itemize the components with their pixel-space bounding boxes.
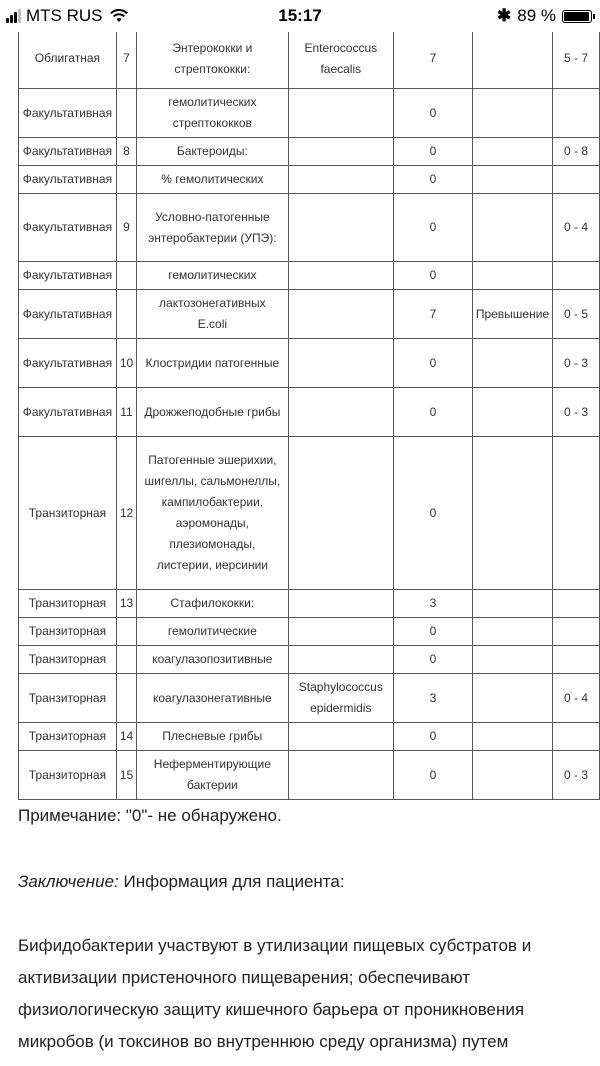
table-cell: 0 xyxy=(394,388,473,437)
table-cell xyxy=(472,618,552,646)
table-cell: 0 - 3 xyxy=(553,339,600,388)
table-cell xyxy=(116,618,136,646)
table-cell: Стафилококки: xyxy=(137,590,288,618)
conclusion-text: Информация для пациента: xyxy=(118,872,345,891)
table-cell: 14 xyxy=(116,723,136,751)
table-cell: Транзиторная xyxy=(19,674,117,723)
table-cell: Патогенные эшерихии, шигеллы, сальмонеллы, кампилобактерии, аэромонады, плезиомонады, листерии, иерсинии xyxy=(137,437,288,590)
table-cell: 0 - 3 xyxy=(553,388,600,437)
table-cell xyxy=(472,388,552,437)
table-cell xyxy=(553,437,600,590)
table-cell: Транзиторная xyxy=(19,646,117,674)
table-cell: Транзиторная xyxy=(19,437,117,590)
table-cell xyxy=(472,138,552,166)
table-row xyxy=(19,29,600,89)
table-row xyxy=(19,194,600,262)
table-cell: 0 xyxy=(394,618,473,646)
table-cell: Неферментирующие бактерии xyxy=(137,751,288,800)
table-cell: Транзиторная xyxy=(19,723,117,751)
table-cell xyxy=(288,194,394,262)
table-cell xyxy=(288,262,394,290)
table-cell: Факультативная xyxy=(19,89,117,138)
table-cell: 0 xyxy=(394,138,473,166)
table-row xyxy=(19,262,600,290)
table-row xyxy=(19,437,600,590)
table-cell: лактозонегативных E.coli xyxy=(137,290,288,339)
table-cell xyxy=(116,89,136,138)
table-cell xyxy=(288,723,394,751)
table-cell xyxy=(472,723,552,751)
table-row xyxy=(19,751,600,800)
table-note: Примечание: "0"- не обнаружено. xyxy=(18,806,282,825)
info-paragraph: Бифидобактерии участвуют в утилизации пищевых субстратов и активизации пристеночного пищеварения; обеспечивают физиологическую защиту кишечного барьера от проникновения микробов (и токсинов во внутреннюю среду организма) путем xyxy=(18,936,532,1051)
table-cell xyxy=(288,138,394,166)
bluetooth-icon: ✱ xyxy=(497,6,512,25)
conclusion-line xyxy=(18,872,345,892)
table-cell: 0 - 5 xyxy=(553,290,600,339)
table-cell xyxy=(116,290,136,339)
table-cell: 0 xyxy=(394,166,473,194)
table-cell: 0 xyxy=(394,339,473,388)
table-cell: 0 xyxy=(394,262,473,290)
table-cell: Плесневые грибы xyxy=(137,723,288,751)
table-cell: Транзиторная xyxy=(19,590,117,618)
table-cell xyxy=(288,751,394,800)
status-time: 15:17 xyxy=(278,6,322,25)
table-cell xyxy=(553,262,600,290)
table-cell xyxy=(288,590,394,618)
table-row xyxy=(19,618,600,646)
table-row xyxy=(19,166,600,194)
table-cell xyxy=(472,29,552,89)
table-cell xyxy=(288,89,394,138)
table-row xyxy=(19,590,600,618)
table-row xyxy=(19,290,600,339)
table-cell: Факультативная xyxy=(19,290,117,339)
table-cell: 3 xyxy=(394,674,473,723)
table-cell: 12 xyxy=(116,437,136,590)
table-row xyxy=(19,646,600,674)
table-cell xyxy=(553,646,600,674)
table-cell xyxy=(472,646,552,674)
table-cell: 13 xyxy=(116,590,136,618)
table-cell: 0 xyxy=(394,437,473,590)
table-cell: 7 xyxy=(394,29,473,89)
table-cell: Факультативная xyxy=(19,262,117,290)
table-cell: 7 xyxy=(394,290,473,339)
table-cell xyxy=(553,590,600,618)
table-cell: 0 xyxy=(394,646,473,674)
results-table xyxy=(18,28,600,800)
table-cell xyxy=(553,618,600,646)
carrier-name: MTS RUS xyxy=(26,6,103,25)
table-cell: гемолитические xyxy=(137,618,288,646)
table-cell xyxy=(472,674,552,723)
table-cell: 7 xyxy=(116,29,136,89)
table-cell: Транзиторная xyxy=(19,751,117,800)
table-cell: 15 xyxy=(116,751,136,800)
table-cell xyxy=(288,339,394,388)
table-cell: Энтерококки и стрептококки: xyxy=(137,29,288,89)
table-cell xyxy=(472,339,552,388)
table-cell xyxy=(288,290,394,339)
table-cell: Транзиторная xyxy=(19,618,117,646)
table-cell xyxy=(553,166,600,194)
table-cell: 0 xyxy=(394,723,473,751)
table-cell xyxy=(472,262,552,290)
table-cell: Превышение xyxy=(472,290,552,339)
table-row xyxy=(19,339,600,388)
table-cell xyxy=(472,437,552,590)
table-cell: Факультативная xyxy=(19,138,117,166)
table-cell xyxy=(288,618,394,646)
table-cell xyxy=(472,751,552,800)
battery-percent: 89 % xyxy=(517,6,556,25)
table-cell: 11 xyxy=(116,388,136,437)
table-cell xyxy=(288,437,394,590)
table-cell: Клостридии патогенные xyxy=(137,339,288,388)
table-cell: гемолитических стрептококков xyxy=(137,89,288,138)
table-cell xyxy=(288,388,394,437)
table-cell: Факультативная xyxy=(19,194,117,262)
table-cell: 9 xyxy=(116,194,136,262)
table-cell: 0 xyxy=(394,751,473,800)
table-cell xyxy=(472,166,552,194)
table-cell xyxy=(116,646,136,674)
table-row xyxy=(19,89,600,138)
table-cell: 0 xyxy=(394,194,473,262)
table-cell: Дрожжеподобные грибы xyxy=(137,388,288,437)
table-cell: коагулазонегативные xyxy=(137,674,288,723)
table-cell: 10 xyxy=(116,339,136,388)
table-cell: Факультативная xyxy=(19,339,117,388)
table-cell: Облигатная xyxy=(19,29,117,89)
table-cell: Факультативная xyxy=(19,388,117,437)
table-cell: Условно-патогенные энтеробактерии (УПЭ): xyxy=(137,194,288,262)
table-cell: гемолитических xyxy=(137,262,288,290)
table-cell: Бактероиды: xyxy=(137,138,288,166)
battery-icon xyxy=(562,10,592,23)
table-cell: Staphylococcus epidermidis xyxy=(288,674,394,723)
table-cell xyxy=(553,723,600,751)
status-bar xyxy=(0,0,600,32)
table-cell: 5 - 7 xyxy=(553,29,600,89)
table-cell: 0 - 8 xyxy=(553,138,600,166)
table-cell xyxy=(288,646,394,674)
table-cell: 8 xyxy=(116,138,136,166)
table-row xyxy=(19,388,600,437)
table-cell: 0 - 4 xyxy=(553,194,600,262)
conclusion-label: Заключение: xyxy=(18,872,119,891)
table-cell xyxy=(288,166,394,194)
table-row xyxy=(19,138,600,166)
table-cell xyxy=(472,194,552,262)
table-cell xyxy=(116,166,136,194)
table-row xyxy=(19,723,600,751)
results-table-container xyxy=(18,28,600,800)
table-cell xyxy=(553,89,600,138)
table-cell xyxy=(116,262,136,290)
table-cell: 0 xyxy=(394,89,473,138)
table-cell xyxy=(472,590,552,618)
table-cell: % гемолитических xyxy=(137,166,288,194)
table-cell xyxy=(472,89,552,138)
table-cell: коагулазопозитивные xyxy=(137,646,288,674)
table-cell: Enterococcus faecalis xyxy=(288,29,394,89)
table-row xyxy=(19,674,600,723)
table-cell: Факультативная xyxy=(19,166,117,194)
table-cell: 0 - 4 xyxy=(553,674,600,723)
table-cell: 3 xyxy=(394,590,473,618)
table-cell: 0 - 3 xyxy=(553,751,600,800)
table-cell xyxy=(116,674,136,723)
